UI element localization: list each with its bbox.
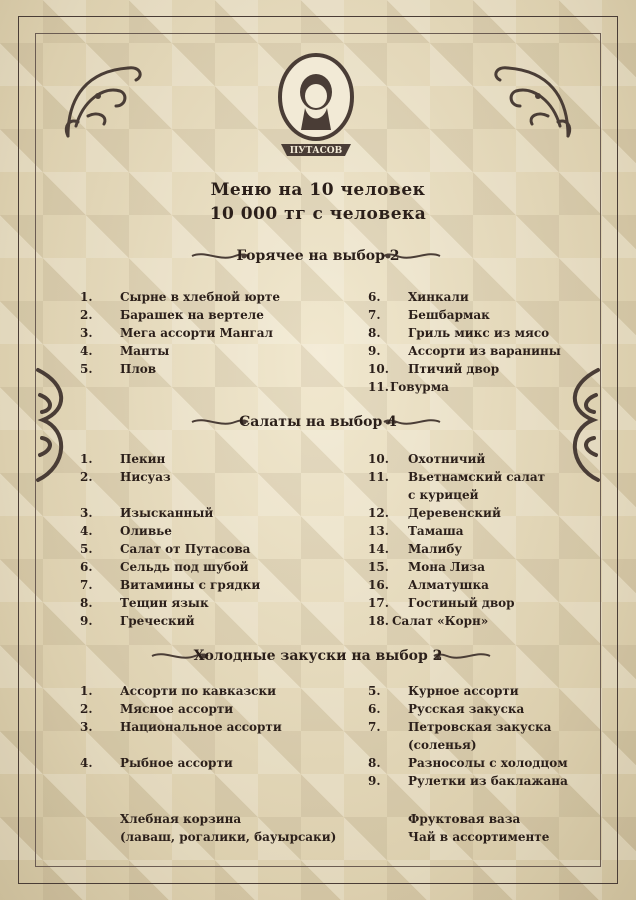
item-number: 2. <box>80 470 93 484</box>
menu-item: Барашек на вертеле <box>120 308 264 322</box>
corner-ornament-top-right <box>486 56 578 148</box>
menu-item: Мясное ассорти <box>120 702 234 716</box>
section-title-salads: Салаты на выбор 4 <box>239 414 397 430</box>
menu-item: Охотничий <box>408 452 486 466</box>
menu-item-continuation: с курицей <box>408 488 479 502</box>
menu-item: Греческий <box>120 614 195 628</box>
menu-item: Курное ассорти <box>408 684 519 698</box>
item-number: 12. <box>368 506 389 520</box>
item-number: 9. <box>368 344 381 358</box>
bread-basket: Хлебная корзина <box>120 812 242 826</box>
menu-item: Бешбармак <box>408 308 490 322</box>
item-number: 8. <box>368 756 381 770</box>
menu-item: Гриль микс из мясо <box>408 326 550 340</box>
item-number: 11. <box>368 380 389 394</box>
item-number: 7. <box>80 578 93 592</box>
corner-ornament-top-left <box>58 56 150 148</box>
menu-item: Вьетнамский салат <box>408 470 546 484</box>
item-number: 1. <box>80 684 93 698</box>
menu-item: Сырне в хлебной юрте <box>120 290 280 304</box>
menu-item: Тамаша <box>408 524 464 538</box>
item-number: 2. <box>80 702 93 716</box>
item-number: 8. <box>368 326 381 340</box>
item-number: 13. <box>368 524 389 538</box>
item-number: 9. <box>368 774 381 788</box>
menu-item: Птичий двор <box>408 362 500 376</box>
menu-item: Гостиный двор <box>408 596 515 610</box>
menu-item: Деревенский <box>408 506 501 520</box>
item-number: 4. <box>80 344 93 358</box>
item-number: 1. <box>80 290 93 304</box>
menu-item: Мега ассорти Мангал <box>120 326 273 340</box>
menu-item: Хинкали <box>408 290 469 304</box>
logo-text: ПУТАСОВ <box>289 146 343 156</box>
item-number: 1. <box>80 452 93 466</box>
item-number: 5. <box>80 362 93 376</box>
tea-assortment: Чай в ассортименте <box>408 830 550 844</box>
item-number: 11. <box>368 470 389 484</box>
menu-item: Рулетки из баклажана <box>408 774 568 788</box>
item-number: 18. <box>368 614 389 628</box>
fruit-vase: Фруктовая ваза <box>408 812 521 826</box>
item-number: 6. <box>368 702 381 716</box>
menu-item: Сельдь под шубой <box>120 560 249 574</box>
menu-item: Тещин язык <box>120 596 209 610</box>
menu-item: Алматушка <box>408 578 489 592</box>
price-per-person: 10 000 тг с человека <box>209 204 427 224</box>
menu-item: Рыбное ассорти <box>120 756 233 770</box>
item-number: 2. <box>80 308 93 322</box>
menu-item: Витамины с грядки <box>120 578 261 592</box>
menu-item: Малибу <box>408 542 463 556</box>
item-number: 9. <box>80 614 93 628</box>
item-number: 4. <box>80 756 93 770</box>
item-number: 3. <box>80 326 93 340</box>
menu-title: Меню на 10 человек <box>210 180 426 200</box>
item-number: 10. <box>368 362 389 376</box>
item-number: 16. <box>368 578 389 592</box>
menu-item: Салат от Путасова <box>120 542 251 556</box>
menu-item: Мона Лиза <box>408 560 485 574</box>
item-number: 5. <box>80 542 93 556</box>
item-number: 3. <box>80 506 93 520</box>
item-number: 17. <box>368 596 389 610</box>
item-number: 5. <box>368 684 381 698</box>
item-number: 6. <box>80 560 93 574</box>
section-title-cold: Холодные закуски на выбор 2 <box>193 648 443 664</box>
menu-item: Разносолы с холодцом <box>408 756 568 770</box>
item-number: 4. <box>80 524 93 538</box>
bread-basket-details: (лаваш, рогалики, бауырсаки) <box>120 830 337 844</box>
putasov-logo <box>271 52 361 162</box>
item-number: 15. <box>368 560 389 574</box>
item-number: 10. <box>368 452 389 466</box>
menu-item-continuation: (соленья) <box>408 738 477 752</box>
menu-item: Изысканный <box>120 506 214 520</box>
item-number: 8. <box>80 596 93 610</box>
menu-item: Говурма <box>390 380 449 394</box>
item-number: 6. <box>368 290 381 304</box>
item-number: 14. <box>368 542 389 556</box>
item-number: 7. <box>368 720 381 734</box>
menu-item: Русская закуска <box>408 702 525 716</box>
menu-item: Пекин <box>120 452 166 466</box>
menu-item: Нисуаз <box>120 470 171 484</box>
menu-item: Ассорти из варанины <box>408 344 561 358</box>
menu-item: Плов <box>120 362 157 376</box>
menu-item: Ассорти по кавказски <box>120 684 277 698</box>
section-title-hot: Горячее на выбор 2 <box>236 248 400 264</box>
menu-item: Петровская закуска <box>408 720 552 734</box>
menu-item: Манты <box>120 344 170 358</box>
menu-item: Оливье <box>120 524 172 538</box>
menu-item: Салат «Корн» <box>392 614 489 628</box>
item-number: 3. <box>80 720 93 734</box>
item-number: 7. <box>368 308 381 322</box>
menu-item: Национальное ассорти <box>120 720 282 734</box>
